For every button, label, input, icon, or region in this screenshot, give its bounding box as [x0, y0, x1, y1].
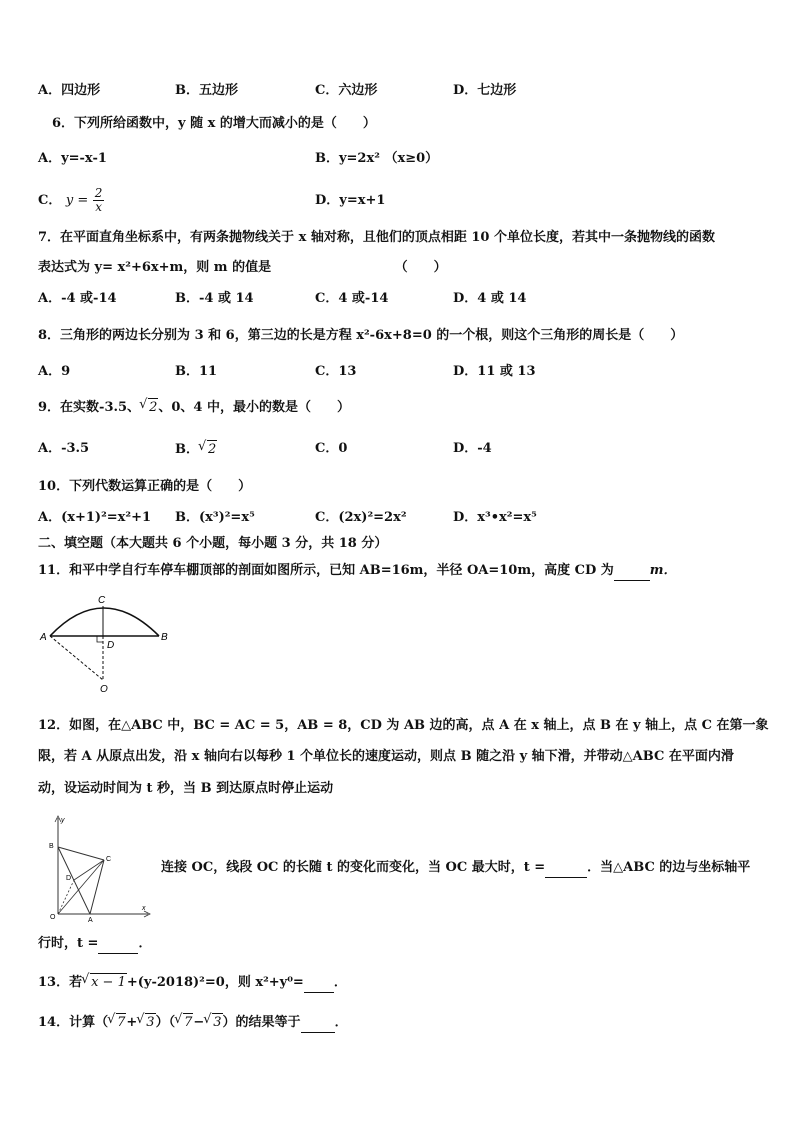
q10-option-a: A．(x+1)²=x²+1	[38, 510, 152, 525]
q5-option-a: A．四边形	[38, 83, 101, 98]
q8-option-a: A．9	[38, 364, 71, 379]
q10-option-b: B．(x³)²=x⁵	[175, 510, 255, 525]
section-heading-fill-in: 二、填空题（本大题共 6 个小题，每小题 3 分，共 18 分）	[38, 536, 388, 551]
q12-stem-line3: 动，设运动时间为 t 秒，当 B 到达原点时停止运动	[38, 781, 334, 796]
label-c: C	[98, 595, 106, 606]
q10-stem: 10．下列代数运算正确的是（ ）	[38, 479, 252, 494]
label-a: A	[88, 917, 93, 924]
q12-answer-blank-2[interactable]	[98, 935, 138, 954]
segment-od	[58, 880, 74, 914]
q9-option-b-label: B．	[175, 442, 199, 457]
label-a: A	[40, 632, 47, 643]
q14-pre: 14．计算（	[38, 1015, 109, 1030]
right-angle-mark	[97, 636, 103, 642]
q14-tail: ．	[334, 1015, 348, 1030]
sqrt-3: √ 3	[145, 1013, 155, 1032]
sqrt-x-minus-1: √ x − 1	[90, 973, 127, 992]
q14-mid: ）（	[155, 1015, 176, 1030]
q14-answer-blank[interactable]	[301, 1014, 335, 1033]
q6-option-c	[38, 183, 104, 219]
q6-option-d: D．y=x+1	[315, 193, 386, 208]
sqrt-2: √ 2	[148, 398, 158, 417]
q7-option-b: B．-4 或 14	[175, 291, 254, 306]
q6-stem: 6．下列所给函数中，y 随 x 的增大而减小的是（ ）	[52, 116, 376, 131]
fraction-denominator: x	[95, 200, 102, 214]
q11-text: 11．和平中学自行车停车棚顶部的剖面如图所示，已知 AB=16m，半径 OA=10m，高度 CD 为	[38, 563, 614, 578]
q11-figure	[36, 592, 176, 698]
q9-option-b	[175, 440, 217, 459]
fraction-numerator: 2	[94, 186, 103, 200]
q13-answer-blank[interactable]	[304, 974, 334, 993]
q12-stem-line2: 限，若 A 从原点出发，沿 x 轴向右以每秒 1 个单位长的速度运动，则点 B 随之沿 y 轴下滑，并带动△ABC 在平面内滑	[38, 749, 734, 764]
q14-stem	[38, 1013, 348, 1033]
label-b: B	[161, 632, 168, 643]
q8-stem: 8．三角形的两边长分别为 3 和 6，第三边的长是方程 x²-6x+8=0 的一个根，则这个三角形的周长是（ ）	[38, 328, 684, 343]
q8-option-b: B．11	[175, 364, 218, 379]
q13-tail: ．	[333, 975, 347, 990]
arc-acb	[50, 608, 159, 636]
sqrt-3: √ 3	[212, 1013, 222, 1032]
q8-option-c: C．13	[315, 364, 357, 379]
label-d: D	[107, 640, 115, 651]
q5-option-b: B．五边形	[175, 83, 238, 98]
q9-option-a: A．-3.5	[38, 441, 90, 456]
q7-option-d: D．4 或 14	[453, 291, 527, 306]
label-c: C	[106, 856, 112, 863]
q5-option-c: C．六边形	[315, 83, 378, 98]
q12-line4-text: 连接 OC，线段 OC 的长随 t 的变化而变化，当 OC 最大时，t =	[161, 860, 546, 875]
q13-pre: 13．若	[38, 975, 83, 990]
q12-line5-text: 行时，t =	[38, 936, 99, 951]
q7-option-a: A．-4 或-14	[38, 291, 117, 306]
q6-option-c-y: y =	[65, 193, 89, 208]
label-o: O	[100, 684, 108, 695]
label-d: D	[66, 875, 72, 882]
sqrt-7: √ 7	[116, 1013, 126, 1032]
q12-stem-line1: 12．如图，在△ABC 中，BC = AC = 5，AB = 8，CD 为 AB 边的高，点 A 在 x 轴上，点 B 在 y 轴上，点 C 在第一象	[38, 718, 769, 733]
q11-answer-blank[interactable]	[614, 562, 650, 581]
q6-option-b: B．y=2x² （x≥0）	[315, 151, 439, 166]
q12-stem-line5	[38, 935, 151, 954]
q5-option-d: D．七边形	[453, 83, 517, 98]
q9-stem-part2: 、0、4 中，最小的数是（ ）	[158, 400, 350, 415]
q8-option-d: D．11 或 13	[453, 364, 536, 379]
q7-option-c: C．4 或-14	[315, 291, 389, 306]
q6-option-c-label: C．	[38, 193, 62, 208]
q6-option-c-fraction	[93, 187, 105, 214]
label-o: O	[50, 914, 56, 921]
segment-ao	[50, 636, 103, 680]
q9-option-c: C．0	[315, 441, 348, 456]
q10-option-d: D．x³•x²=x⁵	[453, 510, 537, 525]
q12-figure	[44, 814, 152, 924]
q14-minus: −	[193, 1015, 205, 1030]
q12-line5-tail: ．	[138, 936, 152, 951]
q11-stem	[38, 562, 677, 581]
label-y: y	[61, 817, 65, 824]
label-b: B	[49, 843, 54, 850]
q13-post: +(y-2018)²=0，则 x²+y⁰=	[126, 975, 304, 990]
label-x: x	[142, 905, 146, 912]
q14-plus: +	[126, 1015, 138, 1030]
sqrt-7: √ 7	[183, 1013, 193, 1032]
q9-stem-part1: 9．在实数-3.5、	[38, 400, 141, 415]
sqrt-2: √ 2	[207, 440, 217, 459]
q12-line4-tail: ．当△ABC 的边与坐标轴平	[587, 860, 751, 875]
q12-stem-line4	[161, 859, 750, 878]
q13-stem	[38, 973, 347, 993]
q7-stem-line2: 表达式为 y= x²+6x+m，则 m 的值是 （ ）	[38, 260, 447, 275]
segment-bc	[58, 847, 104, 860]
q7-stem-line1: 7．在平面直角坐标系中，有两条抛物线关于 x 轴对称，且他们的顶点相距 10 个单位长度，若其中一条抛物线的函数	[38, 230, 715, 245]
q9-stem	[38, 398, 350, 417]
q6-option-a: A．y=-x-1	[38, 151, 107, 166]
q10-option-c: C．(2x)²=2x²	[315, 510, 407, 525]
q14-post: ）的结果等于	[222, 1015, 301, 1030]
q11-unit: m．	[649, 563, 677, 578]
q12-answer-blank-1[interactable]	[545, 859, 587, 878]
q9-option-d: D．-4	[453, 441, 492, 456]
